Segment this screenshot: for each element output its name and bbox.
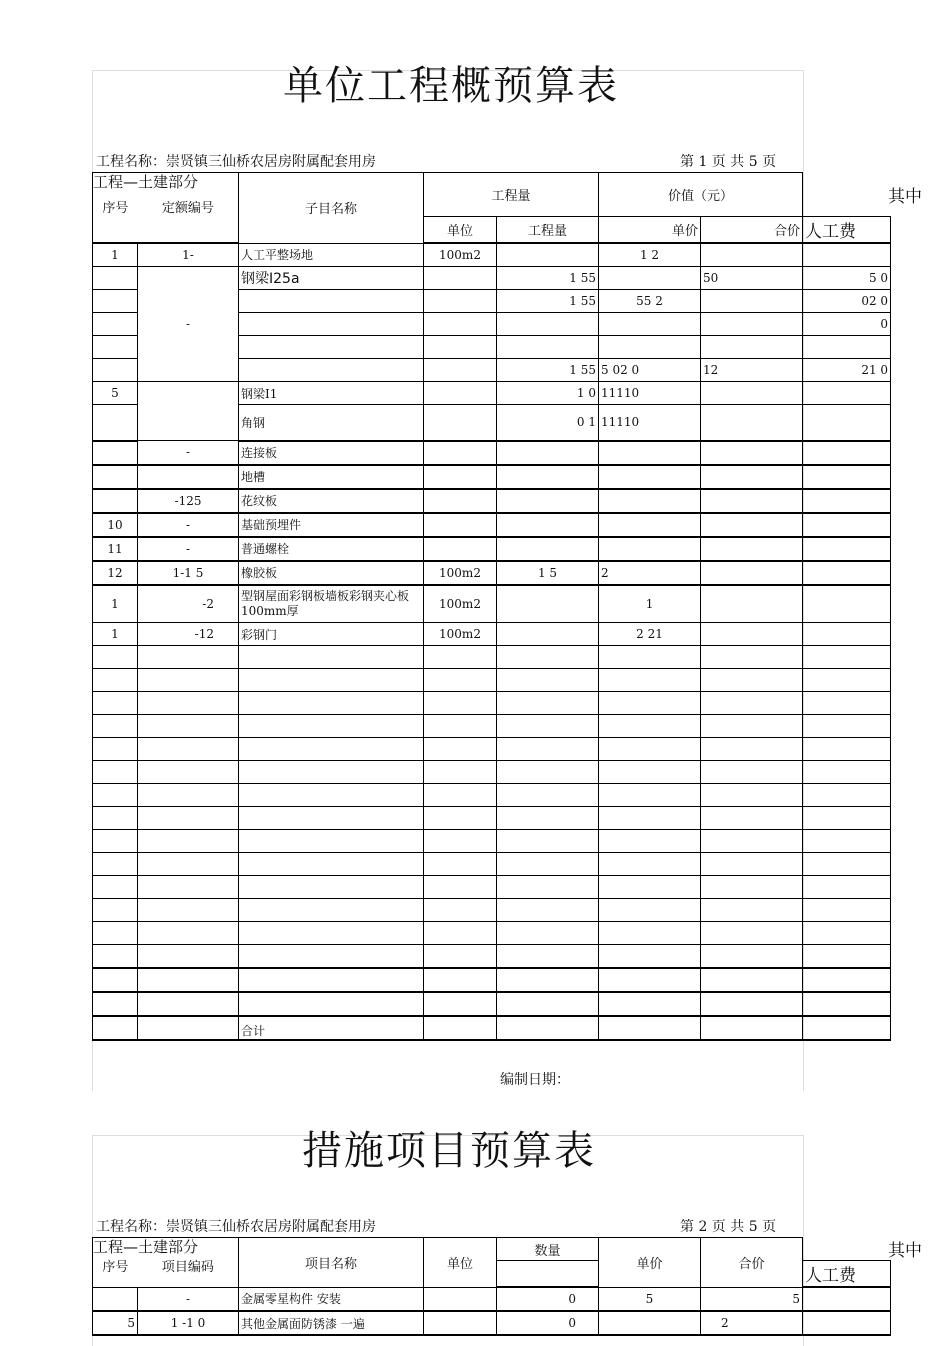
table-row: 1 1- 人工平整场地 100m2 1 2 xyxy=(93,243,891,267)
table-row-empty xyxy=(93,899,891,922)
header-code: 项目编码 xyxy=(161,1260,214,1275)
table-row-empty xyxy=(93,830,891,853)
table-row-empty xyxy=(93,945,891,969)
page2-title: 措施项目预算表 xyxy=(302,1128,596,1174)
table-row: 5 钢梁I1 1 0 11110 xyxy=(93,382,891,405)
page1-budget-table xyxy=(92,172,891,1041)
table-row-empty xyxy=(93,968,891,992)
table-row: 1 -12 彩钢门 100m2 2 21 xyxy=(93,623,891,646)
page1-project-name: 工程名称：崇贤镇三仙桥农居房附属配套用房 xyxy=(96,154,376,170)
header-quantity-group: 工程量 xyxy=(424,173,599,217)
header-labor: 人工费 xyxy=(803,217,891,244)
table-row: -125 花纹板 xyxy=(93,489,891,513)
page2-of-which-header: 其中 xyxy=(888,1241,922,1261)
page2-page-info: 第 2 页 共 5 页 xyxy=(680,1219,777,1235)
table-row: - 金属零星构件 安装 0 5 5 xyxy=(93,1287,891,1311)
page1-of-which-header: 其中 xyxy=(888,187,922,207)
page1-section-label: 工程—土建部分 xyxy=(93,173,199,191)
table-row: 1 55 5 02 0 12 21 0 xyxy=(93,359,891,382)
page2-measures-table xyxy=(92,1237,891,1336)
table-row: 0 xyxy=(93,313,891,336)
page2-section-label: 工程—土建部分 xyxy=(93,1238,199,1256)
table-row-empty xyxy=(93,761,891,784)
table-row: - 钢梁I25a 1 55 50 5 0 xyxy=(93,267,891,290)
total-row xyxy=(93,1016,891,1040)
table-row: 5 1 -1 0 其他金属面防锈漆 一遍 0 2 xyxy=(93,1311,891,1335)
header-name: 项目名称 xyxy=(239,1238,424,1288)
table-row: 1 -2 型钢屋面彩钢板墙板彩钢夹心板100mm厚 100m2 1 xyxy=(93,585,891,623)
header-labor: 人工费 xyxy=(803,1261,891,1288)
table-row-empty xyxy=(93,853,891,876)
table-row-empty xyxy=(93,669,891,692)
table-row-empty xyxy=(93,738,891,761)
table-row-empty xyxy=(93,992,891,1016)
table-row-empty xyxy=(93,715,891,738)
header-total: 合价 xyxy=(701,1238,803,1288)
table-row: 1 55 55 2 02 0 xyxy=(93,290,891,313)
table-row-empty xyxy=(93,807,891,830)
prepared-date-label: 编制日期： xyxy=(500,1072,570,1088)
page1-page-info: 第 1 页 共 5 页 xyxy=(680,154,777,170)
table-row-empty xyxy=(93,692,891,715)
table-row-empty xyxy=(93,922,891,945)
page2-project-name: 工程名称：崇贤镇三仙桥农居房附属配套用房 xyxy=(96,1219,376,1235)
header-seq: 序号 xyxy=(102,1260,129,1275)
header-value-group: 价值（元） xyxy=(599,173,803,217)
table-row: 10 - 基础预埋件 xyxy=(93,513,891,537)
table-row: 12 1-1 5 橡胶板 100m2 1 5 2 xyxy=(93,561,891,585)
header-name: 子目名称 xyxy=(239,173,424,244)
header-unit-price: 单价 xyxy=(599,217,701,244)
total-label: 合计 xyxy=(239,1016,424,1040)
table-row-empty xyxy=(93,646,891,669)
header-total: 合价 xyxy=(701,217,803,244)
table-row: - 连接板 xyxy=(93,441,891,465)
table-row: 11 - 普通螺栓 xyxy=(93,537,891,561)
header-code: 定额编号 xyxy=(161,201,214,216)
table-row-empty xyxy=(93,784,891,807)
header-unit: 单位 xyxy=(424,217,497,244)
table-row: 地槽 xyxy=(93,465,891,489)
header-quantity: 工程量 xyxy=(497,217,599,244)
header-unit: 单位 xyxy=(424,1238,497,1288)
table-row: 角钢 0 1 11110 xyxy=(93,405,891,441)
table-row-empty xyxy=(93,876,891,899)
header-unit-price: 单价 xyxy=(599,1238,701,1288)
page1-title: 单位工程概预算表 xyxy=(283,63,619,109)
header-seq: 序号 xyxy=(102,201,129,216)
header-quantity: 数量 xyxy=(497,1238,599,1261)
